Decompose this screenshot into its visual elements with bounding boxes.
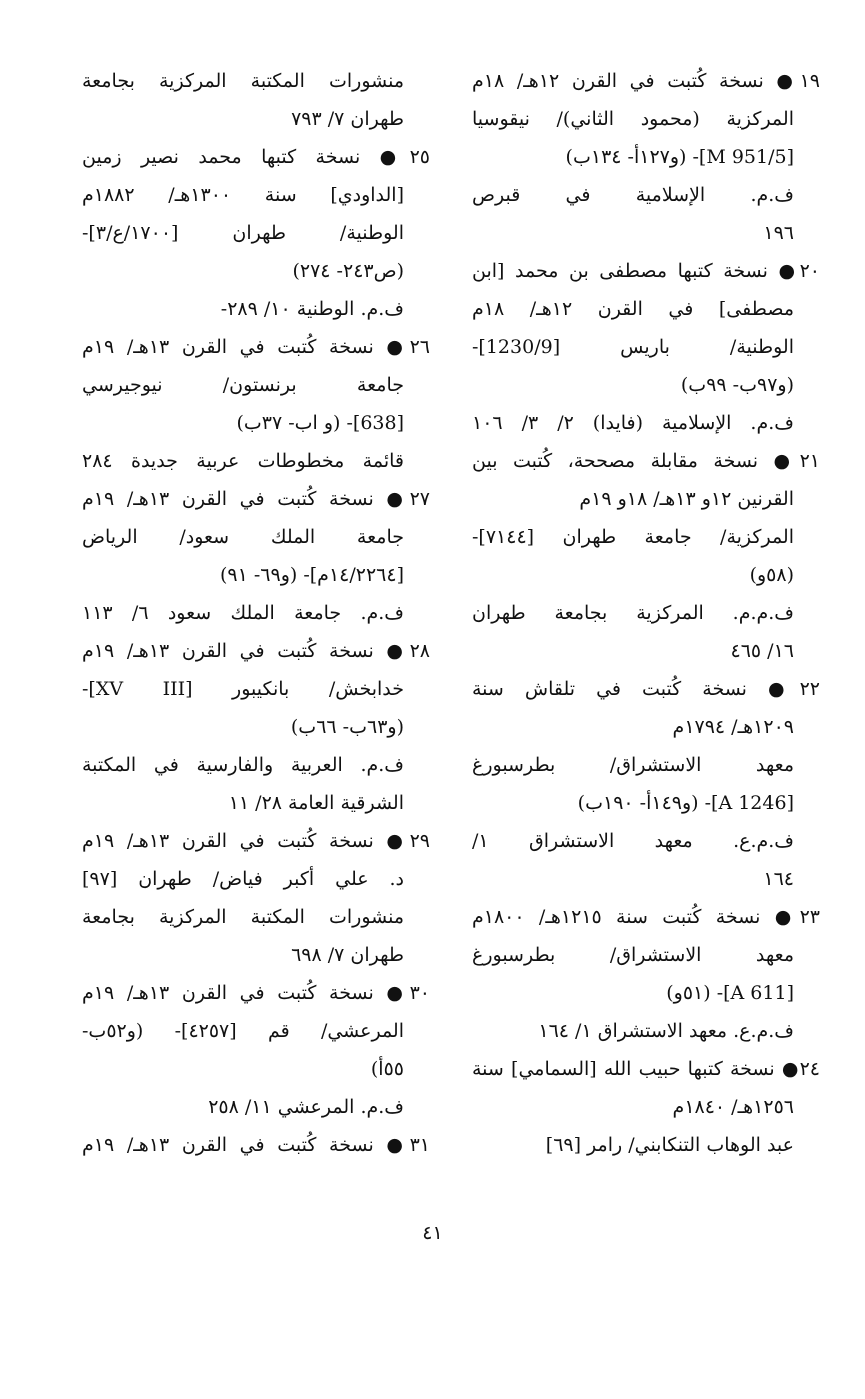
left-column-line: قائمة مخطوطات عربية جديدة ٢٨٤ (82, 450, 404, 472)
right-column-entry-start: ٢١● نسخة مقابلة مصححة، كُتبت بين (472, 450, 820, 472)
right-column-line: المركزية/ جامعة طهران [٧١٤٤]- (472, 526, 794, 548)
right-column-line: (٥٨و) (749, 564, 794, 586)
left-column-line: ٥٥أ) (370, 1058, 404, 1080)
right-column-line: ف.م. الإسلامية في قبرص (472, 184, 794, 206)
right-column (472, 62, 820, 1164)
right-column-line: ف.م.ع. معهد الاستشراق ١/ (472, 830, 794, 852)
left-column-entry-start: ٣١● نسخة كُتبت في القرن ١٣هـ/ ١٩م (82, 1134, 430, 1156)
left-column-line: (و٦٣ب- ٦٦ب) (290, 716, 404, 738)
left-column-line: طهران ٧/ ٧٩٣ (291, 108, 404, 130)
left-column-line: الشرقية العامة ٢٨/ ١١ (228, 792, 404, 814)
right-column-entry-start: ٢٣● نسخة كُتبت سنة ١٢١٥هـ/ ١٨٠٠م (472, 906, 820, 928)
right-column-line: المركزية (محمود الثاني)/ نيقوسيا (472, 108, 794, 130)
right-column-line: معهد الاستشراق/ بطرسبورغ (472, 754, 794, 776)
left-column-entry-start: ٢٦● نسخة كُتبت في القرن ١٣هـ/ ١٩م (82, 336, 430, 358)
left-column-entry-start: ٢٩● نسخة كُتبت في القرن ١٣هـ/ ١٩م (82, 830, 430, 852)
right-column-entry-start: ١٩● نسخة كُتبت في القرن ١٢هـ/ ١٨م (472, 70, 820, 92)
right-column-line: ف.م.م. المركزية بجامعة طهران (472, 602, 794, 624)
right-column-line: ف.م.ع. معهد الاستشراق ١/ ١٦٤ (538, 1020, 794, 1042)
left-column-line: خدابخش/ بانكيبور [XV III]- (82, 678, 404, 700)
right-column-line: [A 1246]- (و١٤٩أ- ١٩٠ب) (577, 792, 794, 814)
left-column-line: الوطنية/ طهران [١٧٠٠/ع/٣]- (82, 222, 404, 244)
right-column-line: [M 951/5]- (و١٢٧أ- ١٣٤ب) (565, 146, 794, 168)
right-column-entry-start: ٢٤● نسخة كتبها حبيب الله [السمامي] سنة (472, 1058, 820, 1080)
left-column-line: ف.م. جامعة الملك سعود ٦/ ١١٣ (82, 602, 404, 624)
left-column-entry-start: ٢٥● نسخة كتبها محمد نصير زمين (82, 146, 430, 168)
left-column-entry-start: ٣٠● نسخة كُتبت في القرن ١٣هـ/ ١٩م (82, 982, 430, 1004)
right-column-line: ١٩٦ (763, 222, 794, 244)
right-column-line: ف.م. الإسلامية (فايدا) ٢/ ٣/ ١٠٦ (472, 412, 794, 434)
left-column-line: ف.م. العربية والفارسية في المكتبة (82, 754, 404, 776)
left-column-line: [الداودي] سنة ١٣٠٠هـ/ ١٨٨٢م (82, 184, 404, 206)
left-column-line: جامعة الملك سعود/ الرياض (82, 526, 404, 548)
right-column-line: القرنين ١٢و ١٣هـ/ ١٨و ١٩م (579, 488, 794, 510)
left-column-line: ف.م. الوطنية ١٠/ ٢٨٩- (220, 298, 404, 320)
left-column-line: طهران ٧/ ٦٩٨ (291, 944, 404, 966)
right-column-line: عبد الوهاب التنكابني/ رامر [٦٩] (545, 1134, 794, 1156)
left-column-entry-start: ٢٨● نسخة كُتبت في القرن ١٣هـ/ ١٩م (82, 640, 430, 662)
right-column-entry-start: ٢٢● نسخة كُتبت في تلقاش سنة (472, 678, 820, 700)
left-column (82, 62, 430, 1164)
left-column-line: [١٤/٢٢٦٤م]- (و٦٩- ٩١) (219, 564, 404, 586)
left-column-line: منشورات المكتبة المركزية بجامعة (82, 906, 404, 928)
right-column-line: (و٩٧ب- ٩٩ب) (680, 374, 794, 396)
left-column-entry-start: ٢٧● نسخة كُتبت في القرن ١٣هـ/ ١٩م (82, 488, 430, 510)
left-column-line: ف.م. المرعشي ١١/ ٢٥٨ (208, 1096, 404, 1118)
left-column-line: المرعشي/ قم [٤٢٥٧]- (و٥٢ب- (82, 1020, 405, 1042)
page-number: ٤١ (422, 1222, 443, 1244)
right-column-line: معهد الاستشراق/ بطرسبورغ (472, 944, 794, 966)
right-column-entry-start: ٢٠● نسخة كتبها مصطفى بن محمد [ابن (472, 260, 820, 282)
left-column-line: منشورات المكتبة المركزية بجامعة (82, 70, 404, 92)
right-column-line: ١٦/ ٤٦٥ (730, 640, 794, 662)
left-column-line: د. علي أكبر فياض/ طهران [٩٧] (82, 868, 404, 890)
left-column-line: [638]- (و اب- ٣٧ب) (236, 412, 404, 434)
left-column-line: (ص٢٤٣- ٢٧٤) (292, 260, 404, 282)
right-column-line: ١٦٤ (763, 868, 794, 890)
left-column-line: جامعة برنستون/ نيوجيرسي (82, 374, 404, 396)
right-column-line: [A 611]- (٥١و) (666, 982, 794, 1004)
right-column-line: ١٢٠٩هـ/ ١٧٩٤م (672, 716, 794, 738)
right-column-line: مصطفى] في القرن ١٢هـ/ ١٨م (472, 298, 794, 320)
right-column-line: ١٢٥٦هـ/ ١٨٤٠م (672, 1096, 794, 1118)
right-column-line: الوطنية/ باريس [1230/9]- (472, 336, 794, 358)
